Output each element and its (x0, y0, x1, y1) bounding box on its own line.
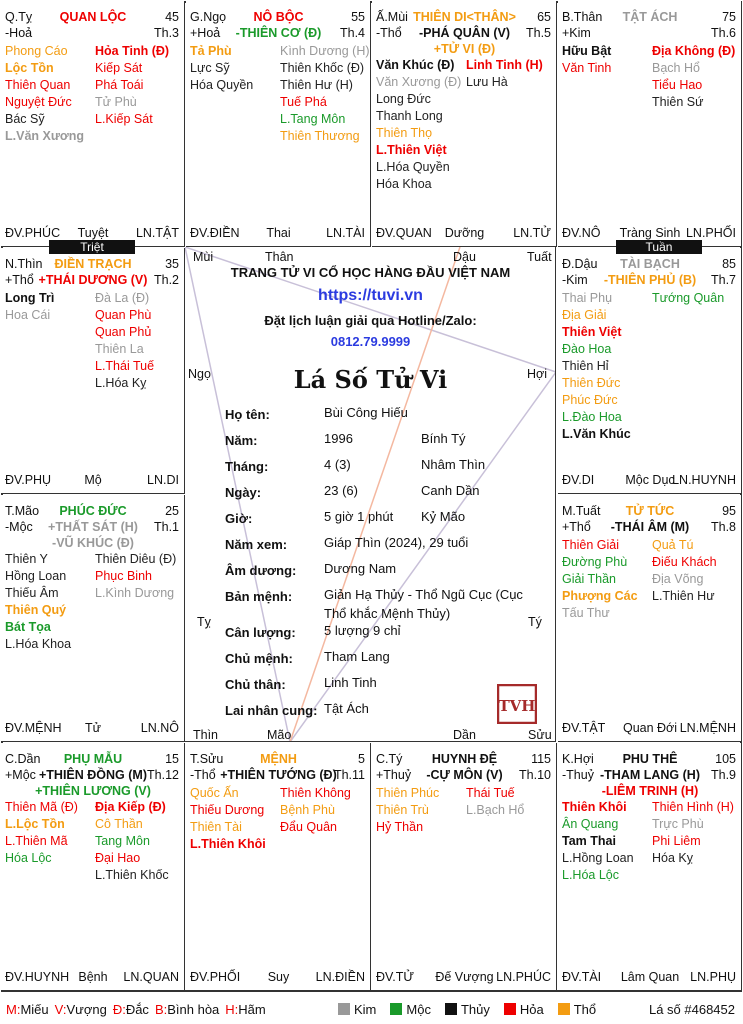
year-label: LN.TÀI (326, 226, 365, 240)
minor-star: Thiên Phúc (376, 786, 440, 800)
minor-star: Tả Phù (190, 44, 232, 58)
minor-star: Trực Phù (652, 817, 704, 831)
branch-label-tuat: Tuất (527, 250, 552, 264)
minor-star: Thai Phụ (562, 291, 613, 305)
minor-star: L.Hồng Loan (562, 851, 634, 865)
info-value: 4 (3) (324, 457, 351, 472)
element-sign: +Thổ (562, 520, 591, 534)
palace-than[interactable] (558, 1, 742, 247)
branch-label-mui: Mùi (193, 250, 214, 264)
minor-star: Thiên Không (280, 786, 351, 800)
element-sign: -Mộc (5, 520, 33, 534)
minor-star: Tang Môn (95, 834, 150, 848)
minor-star: Hóa Khoa (376, 177, 432, 191)
palace-index: Th.4 (339, 26, 365, 40)
palace-index: Th.3 (153, 26, 179, 40)
palace-name: TẬT ÁCH (622, 10, 678, 24)
minor-star: Bạch Hổ (652, 61, 700, 75)
stem-branch: C.Tý (376, 752, 403, 766)
minor-star: Thiên Giải (562, 538, 619, 552)
minor-star: Phượng Các (562, 589, 638, 603)
life-stage: Bệnh (78, 970, 108, 984)
cycle-label: ĐV.TÀI (562, 970, 602, 984)
age-number: 15 (165, 752, 179, 766)
element-name: Hỏa (519, 1002, 544, 1017)
minor-star: Quả Tú (652, 538, 694, 552)
minor-star: Phúc Đức (562, 393, 618, 407)
legend-value: Bình hòa (167, 1002, 220, 1017)
palace-index: Th.10 (519, 768, 551, 782)
cycle-label: ĐV.QUAN (376, 226, 432, 240)
info-value: Giản Hạ Thủy - Thổ Ngũ Cục (Cục (324, 587, 523, 602)
minor-star: L.Văn Xương (5, 129, 85, 143)
minor-star: Thiếu Âm (5, 586, 59, 600)
life-stage: Lâm Quan (620, 970, 680, 984)
minor-star: L.Thiên Mã (5, 834, 68, 848)
minor-star: Hồng Loan (5, 569, 67, 583)
year-label: LN.NÔ (140, 721, 179, 735)
info-value: Tham Lang (324, 649, 390, 664)
legend-key: B: (154, 1002, 168, 1017)
palace-name: PHÚC ĐỨC (59, 504, 127, 518)
minor-star: Phi Liêm (652, 834, 701, 848)
minor-star: Thiên Mã (Đ) (5, 800, 78, 814)
cycle-label: ĐV.ĐIỀN (190, 226, 240, 240)
legend-key: Đ: (112, 1002, 126, 1017)
element-sign: -Thổ (376, 26, 402, 40)
minor-star: Đại Hao (95, 851, 141, 865)
minor-star: L.Thiên Việt (376, 143, 447, 157)
info-label: Năm: (225, 433, 258, 448)
stem-branch: N.Thìn (5, 257, 43, 271)
element-sign: +Thuỷ (376, 768, 412, 782)
minor-star: Thiếu Dương (190, 803, 265, 817)
hotline-number[interactable]: 0812.79.9999 (330, 334, 411, 349)
palace-name: THIÊN DI<THÂN> (413, 10, 516, 24)
life-stage: Suy (267, 970, 290, 984)
main-star: -THÁI ÂM (M) (610, 520, 690, 534)
legend-bar (0, 994, 743, 1024)
main-star: -PHÁ QUÂN (V) (419, 26, 510, 40)
minor-star: L.Hóa Kỵ (95, 376, 147, 390)
element-sign: -Kim (562, 273, 588, 287)
minor-star: Thanh Long (376, 109, 443, 123)
minor-star: Đường Phù (562, 555, 628, 569)
branch-label-thin: Thìn (193, 728, 219, 742)
minor-star: Lưu Hà (466, 75, 508, 89)
palace-ty[interactable] (1, 1, 185, 247)
minor-star: L.Văn Khúc (562, 427, 631, 441)
minor-star: Phong Cáo (5, 44, 68, 58)
minor-star: L.Kình Dương (95, 586, 175, 600)
palace-dan[interactable] (1, 743, 185, 991)
element-swatch (558, 1003, 570, 1015)
info-value: 5 lượng 9 chỉ (324, 623, 401, 638)
legend-value: Hãm (238, 1002, 266, 1017)
minor-star: Đà La (Đ) (95, 291, 150, 305)
minor-star: L.Hóa Khoa (5, 637, 72, 651)
palace-name: QUAN LỘC (59, 10, 127, 24)
palace-name: ĐIỀN TRẠCH (54, 257, 132, 271)
main-star: -VŨ KHÚC (Đ) (52, 536, 134, 550)
branch-label-dan: Dần (453, 728, 476, 742)
cycle-label: ĐV.DI (562, 473, 595, 487)
info-label: Âm dương: (225, 563, 297, 578)
stem-branch: B.Thân (562, 10, 603, 24)
life-stage: Tuyệt (77, 226, 109, 240)
branch-label-than: Thân (265, 250, 294, 264)
minor-star: Hỏa Tinh (Đ) (95, 44, 170, 58)
minor-star: Hóa Quyền (190, 78, 254, 92)
info-value-extra: Canh Dần (421, 483, 480, 498)
minor-star: L.Thiên Khốc (95, 868, 169, 882)
stem-branch: Q.Tỵ (5, 10, 33, 24)
life-stage: Quan Đới (622, 721, 678, 735)
seal-stamp (497, 684, 537, 724)
minor-star: Thiên Hỉ (562, 359, 609, 373)
chart-serial: Lá số #468452 (648, 1002, 735, 1017)
info-value: Linh Tinh (324, 675, 377, 690)
palace-dau[interactable] (558, 248, 742, 494)
minor-star: Tiểu Hao (652, 78, 703, 92)
palace-index: Th.1 (153, 520, 179, 534)
minor-star: Quan Phù (95, 308, 152, 322)
minor-star: Kình Dương (H) (280, 44, 370, 58)
info-label: Họ tên: (225, 407, 270, 422)
info-value: Dương Nam (324, 561, 397, 576)
minor-star: Quan Phủ (95, 325, 152, 339)
year-label: LN.MỆNH (679, 721, 736, 735)
cycle-label: ĐV.MỆNH (5, 721, 62, 735)
age-number: 35 (165, 257, 179, 271)
palace-ngo[interactable] (186, 1, 371, 247)
palace-mui[interactable] (372, 1, 557, 247)
element-sign: +Mộc (5, 768, 36, 782)
minor-star: Thiên Thương (280, 129, 360, 143)
svg-text:TVH: TVH (498, 697, 536, 715)
site-heading: TRANG TỬ VI CỔ HỌC HÀNG ĐẦU VIỆT NAM (230, 265, 511, 280)
minor-star: Bệnh Phù (280, 803, 335, 817)
minor-star: Địa Kiếp (Đ) (95, 800, 166, 814)
main-star: +THIÊN TƯỚNG (Đ) (220, 768, 337, 782)
minor-star: Thiên Trù (376, 803, 429, 817)
legend-value: Đắc (125, 1002, 149, 1017)
chart-title: Lá Số Tử Vi (293, 365, 448, 394)
main-star: +THẤT SÁT (H) (48, 520, 138, 534)
minor-star: L.Thiên Khôi (190, 837, 266, 851)
info-label: Tháng: (225, 459, 269, 474)
minor-star: Bát Tọa (5, 620, 51, 634)
minor-star: Bác Sỹ (5, 112, 45, 126)
minor-star: Lực Sỹ (190, 61, 230, 75)
main-star: -THIÊN CƠ (Đ) (235, 26, 322, 40)
branch-label-ngo: Ngọ (188, 367, 211, 381)
main-star: +TỬ VI (Đ) (433, 42, 496, 56)
palace-suu[interactable] (186, 743, 371, 991)
age-number: 5 (358, 752, 365, 766)
age-number: 65 (537, 10, 551, 24)
element-sign: -Thuỷ (562, 768, 594, 782)
main-star: +THÁI DƯƠNG (V) (38, 273, 148, 287)
minor-star: Thiên Đức (562, 376, 621, 390)
palace-tuat[interactable] (558, 495, 742, 742)
stem-branch: Đ.Dậu (562, 257, 598, 271)
age-number: 75 (722, 10, 736, 24)
palace-index: Th.6 (710, 26, 736, 40)
branch-label-mao: Mão (267, 728, 292, 742)
element-legend (338, 1002, 610, 1017)
year-label: LN.HUYNH (672, 473, 736, 487)
minor-star: Quốc Ấn (190, 786, 239, 800)
element-name: Thủy (460, 1002, 490, 1017)
minor-star: Nguyệt Đức (5, 95, 72, 109)
element-sign: -Thổ (190, 768, 216, 782)
life-stage: Đế Vượng (435, 970, 494, 984)
minor-star: L.Hóa Lộc (562, 868, 619, 882)
main-star: +THIÊN ĐỒNG (M) (39, 768, 147, 782)
minor-star: Tam Thai (562, 834, 616, 848)
info-value: Bùi Công Hiếu (324, 405, 408, 420)
info-label: Bản mệnh: (225, 589, 293, 604)
minor-star: Hữu Bật (562, 44, 612, 58)
info-value: 1996 (324, 431, 353, 446)
minor-star: Thái Tuế (466, 786, 515, 800)
main-star: -THIÊN PHỦ (B) (603, 273, 697, 287)
info-label: Giờ: (225, 511, 253, 526)
info-value: 5 giờ 1 phút (324, 509, 394, 524)
info-label: Lai nhân cung: (225, 703, 318, 718)
main-star: -THAM LANG (H) (600, 768, 700, 782)
legend-value: Miếu (20, 1002, 49, 1017)
palace-index: Th.11 (333, 768, 365, 782)
cycle-label: ĐV.NÔ (562, 226, 601, 240)
main-star: -LIÊM TRINH (H) (601, 784, 699, 798)
cycle-label: ĐV.HUYNH (5, 970, 70, 984)
minor-star: Thiên Quý (5, 603, 67, 617)
info-value: Tật Ách (324, 701, 369, 716)
minor-star: Ân Quang (562, 817, 619, 831)
legend-key: V: (54, 1002, 67, 1017)
palace-index: Th.5 (525, 26, 551, 40)
minor-star: L.Bạch Hổ (466, 803, 525, 817)
palace-ty2[interactable] (372, 743, 557, 991)
year-label: LN.TẬT (135, 226, 179, 240)
minor-star: Giải Thần (562, 572, 616, 586)
cycle-label: ĐV.PHỐI (190, 970, 241, 984)
minor-star: L.Tang Môn (280, 112, 346, 126)
minor-star: Lộc Tồn (5, 61, 54, 75)
info-label: Chủ thân: (225, 677, 286, 692)
minor-star: L.Thiên Hư (652, 589, 715, 603)
minor-star: Thiên Thọ (376, 126, 433, 140)
legend-key: H: (225, 1002, 239, 1017)
age-number: 105 (715, 752, 736, 766)
minor-star: Kiếp Sát (95, 61, 143, 75)
minor-star: L.Kiếp Sát (95, 112, 153, 126)
element-swatch (390, 1003, 402, 1015)
tuan-marker: Tuần (616, 240, 702, 254)
info-value-extra: Thổ khắc Mệnh Thủy) (324, 606, 451, 621)
minor-star: Điếu Khách (652, 555, 717, 569)
minor-star: Địa Không (Đ) (652, 44, 736, 58)
palace-index: Th.7 (710, 273, 736, 287)
life-stage: Tràng Sinh (619, 226, 681, 240)
main-star: -CỰ MÔN (V) (426, 768, 503, 782)
minor-star: Văn Xương (Đ) (376, 75, 462, 89)
minor-star: Thiên Hình (H) (652, 800, 734, 814)
palace-name: NÔ BỘC (253, 10, 304, 24)
cycle-label: ĐV.TỬ (376, 970, 415, 984)
life-stage: Thai (266, 226, 291, 240)
info-label: Ngày: (225, 485, 262, 500)
minor-star: Phục Binh (95, 569, 152, 583)
life-stage: Mộ (84, 473, 102, 487)
minor-star: Tấu Thư (562, 606, 610, 620)
minor-star: L.Lộc Tồn (5, 817, 65, 831)
age-number: 25 (165, 504, 179, 518)
palace-name: HUYNH ĐỆ (431, 752, 498, 766)
minor-star: Long Đức (376, 92, 431, 106)
stem-branch: T.Sửu (190, 752, 224, 766)
stem-branch: K.Hợi (562, 752, 594, 766)
minor-star: Long Trì (5, 291, 55, 305)
minor-star: Tử Phù (95, 95, 137, 109)
minor-star: L.Đào Hoa (562, 410, 622, 424)
palace-name: MỆNH (260, 752, 297, 766)
element-swatch (445, 1003, 457, 1015)
minor-star: Văn Tinh (562, 61, 612, 75)
minor-star: Hóa Kỵ (652, 851, 693, 865)
element-swatch (504, 1003, 516, 1015)
branch-label-suu: Sửu (528, 728, 552, 742)
minor-star: Đẩu Quân (280, 820, 337, 834)
minor-star: L.Thái Tuế (95, 359, 155, 373)
minor-star: Địa Võng (652, 572, 704, 586)
minor-star: Thiên Việt (562, 325, 622, 339)
site-url-link[interactable]: https://tuvi.vn (318, 287, 423, 304)
branch-label-dau: Dậu (453, 250, 476, 264)
age-number: 115 (531, 752, 551, 766)
hotline-label: Đặt lịch luận giải qua Hotline/Zalo: (264, 313, 477, 328)
year-label: LN.PHỤ (690, 970, 736, 984)
cycle-label: ĐV.PHỤ (5, 473, 52, 487)
stem-branch: T.Mão (5, 504, 40, 518)
element-sign: -Hoả (5, 26, 33, 40)
stem-branch: C.Dần (5, 752, 41, 766)
palace-name: PHỤ MẪU (63, 752, 123, 766)
element-sign: +Thổ (5, 273, 34, 287)
minor-star: Thiên Tài (190, 820, 242, 834)
info-value-extra: Nhâm Thìn (421, 457, 486, 472)
palace-hoi[interactable] (558, 743, 742, 991)
age-number: 45 (165, 10, 179, 24)
palace-index: Th.9 (710, 768, 736, 782)
branch-label-ty: Tỵ (197, 615, 211, 629)
year-label: LN.PHÚC (496, 970, 551, 984)
minor-star: Phá Toái (95, 78, 144, 92)
minor-star: Thiên Y (5, 552, 48, 566)
year-label: LN.QUAN (123, 970, 179, 984)
minor-star: Thiên Sứ (652, 95, 704, 109)
center-panel (185, 247, 556, 742)
minor-star: Đào Hoa (562, 342, 612, 356)
brightness-legend (6, 1002, 272, 1017)
palace-mao[interactable] (1, 495, 185, 742)
info-value: 23 (6) (324, 483, 358, 498)
element-sign: +Hoả (190, 26, 221, 40)
palace-index: Th.8 (710, 520, 736, 534)
info-label: Chủ mệnh: (225, 651, 293, 666)
palace-name: PHU THÊ (622, 752, 678, 766)
year-label: LN.TỬ (513, 226, 551, 240)
element-name: Thổ (573, 1002, 597, 1017)
palace-index: Th.12 (147, 768, 179, 782)
minor-star: Thiên Khôi (562, 800, 627, 814)
minor-star: Thiên Khốc (Đ) (280, 61, 365, 75)
element-swatch (338, 1003, 350, 1015)
year-label: LN.PHỐI (685, 226, 736, 240)
palace-name: TÀI BẠCH (620, 257, 680, 271)
minor-star: Tuế Phá (280, 95, 327, 109)
minor-star: Thiên La (95, 342, 144, 356)
stem-branch: Ấ.Mùi (376, 10, 408, 24)
palace-index: Th.2 (153, 273, 179, 287)
element-name: Mộc (406, 1002, 431, 1017)
life-stage: Dưỡng (444, 226, 485, 240)
age-number: 95 (722, 504, 736, 518)
minor-star: Hỷ Thần (376, 820, 424, 834)
element-name: Kim (354, 1002, 377, 1017)
info-value-extra: Bính Tý (421, 431, 466, 446)
palace-thin[interactable] (1, 248, 185, 494)
element-sign: +Kim (562, 26, 591, 40)
minor-star: Cô Thần (95, 817, 143, 831)
stem-branch: M.Tuất (562, 504, 601, 518)
year-label: LN.DI (147, 473, 179, 487)
triet-marker: Triệt (49, 240, 135, 254)
minor-star: L.Hóa Quyền (376, 160, 450, 174)
minor-star: Hóa Lộc (5, 851, 52, 865)
minor-star: Tướng Quân (652, 291, 725, 305)
minor-star: Thiên Hư (H) (280, 78, 353, 92)
minor-star: Thiên Quan (5, 78, 71, 92)
palace-name: TỬ TỨC (625, 504, 675, 518)
minor-star: Linh Tinh (H) (466, 58, 543, 72)
info-label: Cân lượng: (225, 625, 296, 640)
minor-star: Văn Khúc (Đ) (376, 58, 455, 72)
info-label: Năm xem: (225, 537, 288, 552)
minor-star: Địa Giải (562, 308, 607, 322)
main-star: +THIÊN LƯƠNG (V) (35, 784, 151, 798)
minor-star: Thiên Diêu (Đ) (95, 552, 177, 566)
branch-label-hoi: Hợi (527, 367, 548, 381)
age-number: 55 (351, 10, 365, 24)
stem-branch: G.Ngọ (190, 10, 227, 24)
life-stage: Mộc Dục (625, 473, 675, 487)
info-value: Giáp Thìn (2024), 29 tuổi (324, 535, 469, 550)
year-label: LN.ĐIỀN (315, 970, 365, 984)
cycle-label: ĐV.PHÚC (5, 226, 61, 240)
cycle-label: ĐV.TẬT (562, 721, 606, 735)
age-number: 85 (722, 257, 736, 271)
branch-label-ty2: Tý (528, 615, 542, 629)
life-stage: Tử (84, 721, 101, 735)
legend-value: Vượng (66, 1002, 107, 1017)
minor-star: Hoa Cái (5, 308, 51, 322)
info-value-extra: Kỷ Mão (421, 509, 466, 524)
legend-key: M: (6, 1002, 21, 1017)
